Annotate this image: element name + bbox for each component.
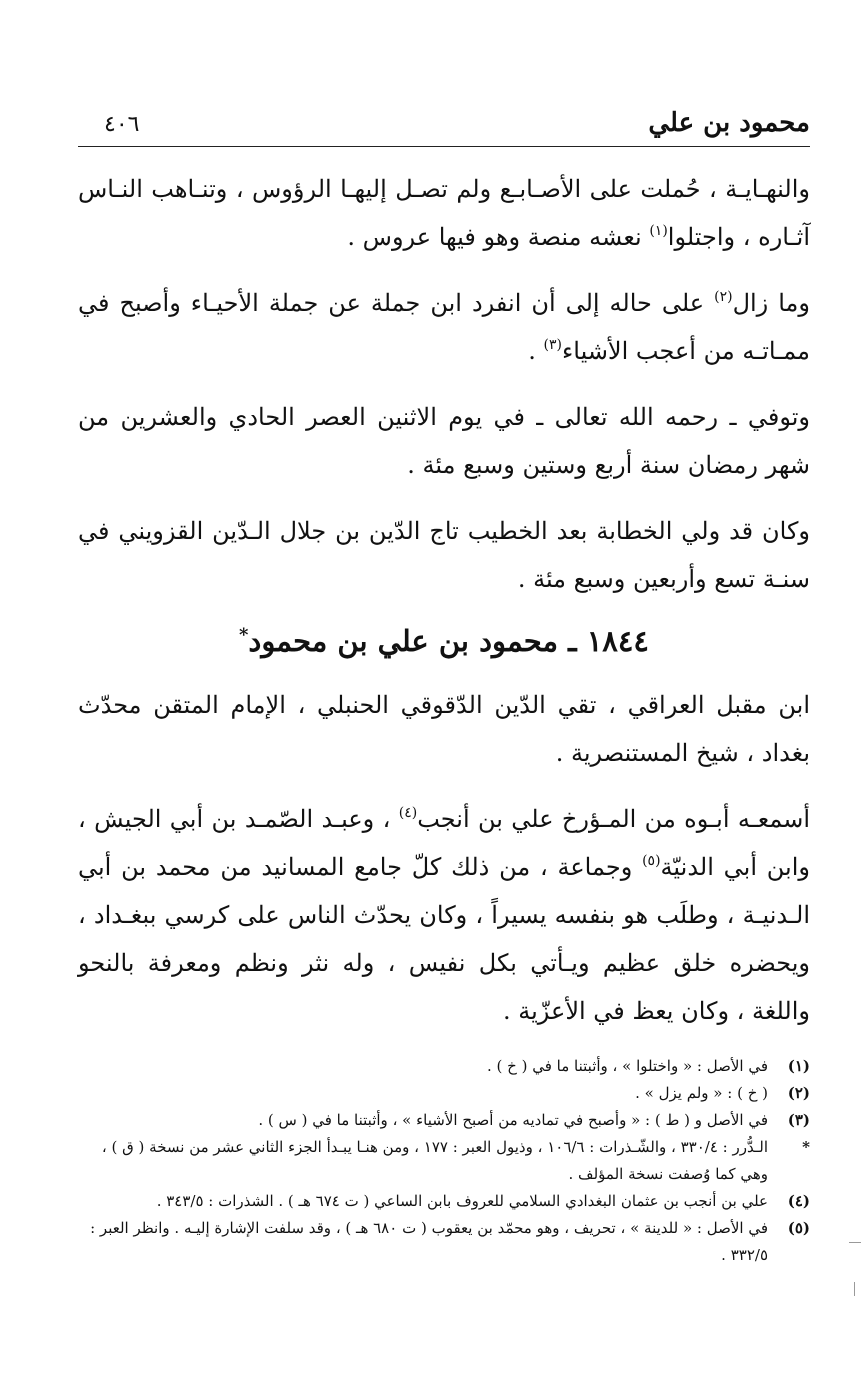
footnote-text: الـدُّرر : ٣٣٠/٤ ، والشّـذرات : ١٠٦/٦ ، وذيول العبر : ١٧٧ ، ومن هنـا يبـدأ الجزء الثاني عشر من نسخة ( ق ) ، وهي كما وُصفت نسخة المؤلف . xyxy=(101,1138,768,1183)
footnote-mark: (٣) xyxy=(787,1111,810,1129)
footnote-ref: (٥) xyxy=(642,853,661,869)
footnote xyxy=(78,1188,810,1215)
footnote-ref: (٤) xyxy=(398,805,418,821)
paragraph-text: ابن مقبل العراقي ، تقي الدّين الدّقوقي الحنبلي ، الإمام المتقن محدّث بغداد ، شيخ المستنصرية . xyxy=(78,691,810,767)
footnote xyxy=(78,1215,810,1269)
paragraph xyxy=(78,507,810,603)
margin-tick xyxy=(854,1282,855,1296)
page-number: ٤٠٦ xyxy=(104,112,140,137)
footnote-mark: (٤) xyxy=(787,1192,810,1210)
footnote-mark: * xyxy=(802,1138,810,1156)
paragraph-text: أسمعـه أبـوه من المـؤرخ علي بن أنجب xyxy=(417,805,811,833)
footnote-mark: (٥) xyxy=(787,1219,810,1237)
footnote-mark: (٢) xyxy=(787,1084,810,1102)
paragraph xyxy=(78,279,810,375)
footnote-ref: (٣) xyxy=(543,337,562,353)
running-title: محمود بن علي xyxy=(648,108,810,138)
entry-heading-mark: * xyxy=(238,624,249,646)
footnote-text: علي بن أنجب بن عثمان البغدادي السلامي للعروف بابن الساعي ( ت ٦٧٤ هـ ) . الشذرات : ٣٤٣/٥ . xyxy=(156,1192,768,1210)
paragraph-text: نعشه منصة وهو فيها عروس . xyxy=(347,223,650,251)
footnote xyxy=(78,1080,810,1107)
footnote-text: في الأصل : « للدينة » ، تحريف ، وهو محمّد بن يعقوب ( ت ٦٨٠ هـ ) ، وقد سلفت الإشارة إليـه . وانظر العبر : ٣٣٢/٥ . xyxy=(90,1219,768,1264)
footnote-text: في الأصل : « واختلوا » ، وأثبتنا ما في ( خ ) . xyxy=(487,1057,768,1075)
footnote-ref: (١) xyxy=(649,223,668,239)
paragraph-text: وكان قد ولي الخطابة بعد الخطيب تاج الدّين بن جلال الـدّين القزويني في سنـة تسع وأربعين وسبع مئة . xyxy=(78,517,810,593)
paragraph xyxy=(78,165,810,261)
entry-intro xyxy=(78,681,810,777)
book-page xyxy=(78,100,810,1269)
paragraph-text: وجماعة ، من ذلك كلّ جامع المسانيد من محمد بن أبي الـدنيـة ، وطلَب هو بنفسه يسيراً ، وكان يحدّث الناس على كرسي ببغـداد ، ويحضره خلق عظيم ويـأتي بكل نفيس ، وله نثر ونظم ومعرفة بالنحو واللغة ، وكان يعظ في الأعزّية . xyxy=(78,853,811,1025)
body-text xyxy=(78,165,810,1035)
running-header xyxy=(78,100,810,147)
paragraph-text: على حاله إلى أن انفرد ابن جملة عن جملة الأحيـاء وأصبح في ممـاتـه من أعجب الأشياء xyxy=(78,289,810,365)
footnote-mark: (١) xyxy=(787,1057,810,1075)
footnote xyxy=(78,1053,810,1080)
entry-heading-text: ١٨٤٤ ـ محمود بن علي بن محمود xyxy=(248,624,649,658)
footnotes xyxy=(78,1053,810,1269)
entry-heading xyxy=(78,621,810,661)
paragraph-text: والنهـايـة ، حُملت على الأصـابـع ولم تصـل إليهـا الرؤوس ، وتنـاهب النـاس آثـاره ، واجتلوا xyxy=(78,175,810,251)
scan-margin-marks xyxy=(841,1242,861,1312)
entry-body xyxy=(78,795,810,1035)
footnote xyxy=(78,1107,810,1134)
paragraph-text: وتوفي ـ رحمه الله تعالى ـ في يوم الاثنين العصر الحادي والعشرين من شهر رمضان سنة أربع وستين وسبع مئة . xyxy=(78,403,810,479)
footnote-text: ( خ ) : « ولم يزل » . xyxy=(635,1084,768,1102)
paragraph-text: وما زال xyxy=(732,289,810,317)
footnote xyxy=(78,1134,810,1188)
margin-dash xyxy=(849,1242,861,1243)
footnote-text: في الأصل و ( ط ) : « وأصبح في تماديه من أصبح الأشياء » ، وأثبتنا ما في ( س ) . xyxy=(258,1111,768,1129)
paragraph xyxy=(78,393,810,489)
footnote-ref: (٢) xyxy=(714,289,733,305)
paragraph-text: ، وعبـد الصّمـد بن أبي الجيش ، وابن أبي الدنيّة xyxy=(78,805,810,881)
paragraph-text: . xyxy=(528,337,544,365)
